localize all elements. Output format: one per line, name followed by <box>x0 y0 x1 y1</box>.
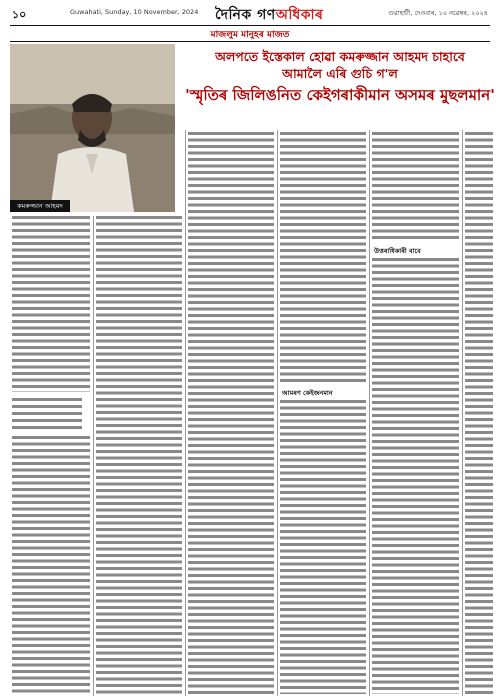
photo-caption: কমৰুজ্জান আহমদ <box>10 200 70 212</box>
portrait-photo <box>10 44 175 212</box>
column-divider <box>185 130 186 696</box>
column-divider <box>462 130 463 696</box>
article-column-5a <box>372 132 459 242</box>
subhead-b: উত্তৰাধিকাৰী বাবে <box>374 247 421 255</box>
article-column-5b <box>372 258 459 694</box>
date-line: গুৱাহাটী, দেওবাৰ, ১০ নৱেম্বৰ, ২০২৪ <box>388 9 488 17</box>
paper-name <box>215 3 323 27</box>
article-column-4b <box>280 400 366 694</box>
column-divider <box>277 130 278 696</box>
edition-line: Guwahati, Sunday, 10 November, 2024 <box>70 8 199 16</box>
masthead-rule <box>10 25 490 26</box>
article-column-1a <box>12 216 90 392</box>
article-column-1b <box>12 436 90 694</box>
column-divider <box>93 216 94 696</box>
section-rule <box>10 41 490 42</box>
page-number: ১০ <box>12 8 27 21</box>
article-column-4a <box>280 132 366 382</box>
subhead-a: আমৰণ কেইজনমান <box>282 389 333 397</box>
headline-block <box>185 48 495 106</box>
pull-quote <box>12 398 82 432</box>
paper-name-accent: অধিকাৰ <box>275 7 324 23</box>
article-column-2 <box>96 216 182 694</box>
column-divider <box>369 130 370 696</box>
headline-line-2: আমালৈ এৰি গুচি গ'ল <box>282 66 398 81</box>
masthead <box>0 0 500 44</box>
section-label: মাজলুম মানুহৰ মাজত <box>210 30 290 40</box>
article-column-6 <box>465 132 493 694</box>
paper-name-main: গণ <box>257 7 276 23</box>
headline-line-3: 'স্মৃতিৰ জিলিঙনিত কেইগৰাকীমান অসমৰ মুছলমান' <box>185 86 495 104</box>
headline-line-1: অলপতে ইস্তেকাল হোৱা কমৰুজ্জান আহমদ চাহাবে <box>215 49 465 64</box>
article-column-3 <box>188 132 274 694</box>
paper-prefix: দৈনিক <box>215 7 252 23</box>
portrait-illustration <box>10 44 175 212</box>
